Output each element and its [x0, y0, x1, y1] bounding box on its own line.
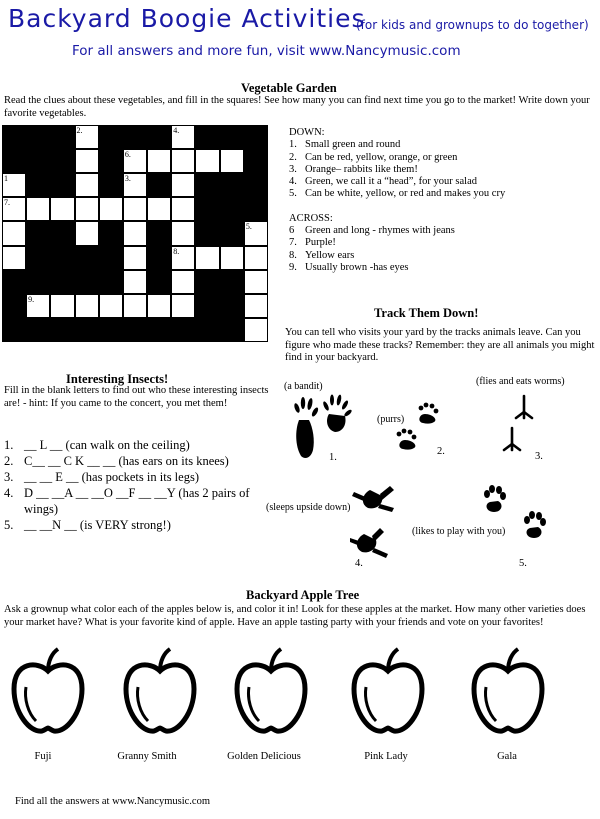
- clue-text: Small green and round: [305, 139, 401, 151]
- crossword-cell[interactable]: [220, 149, 244, 173]
- track-number: 1.: [329, 452, 337, 463]
- crossword-cell[interactable]: [171, 294, 195, 318]
- crossword-block: [2, 125, 26, 149]
- crossword-block: [50, 125, 74, 149]
- crossword-block: [220, 270, 244, 294]
- apple-icon: [233, 643, 309, 738]
- apples-heading: Backyard Apple Tree: [246, 588, 360, 602]
- tracks-intro: You can tell who visits your yard by the tracks animals leave. Can you figure who made these tracks? Remember: they are all animals you might find in your backyard.: [285, 327, 595, 363]
- crossword-block: [99, 125, 123, 149]
- clue-number: 1: [4, 174, 8, 184]
- crossword-cell[interactable]: [50, 197, 74, 221]
- track-hint: (flies and eats worms): [476, 376, 565, 387]
- crossword-block: [244, 173, 268, 197]
- apples-intro: Ask a grownup what color each of the apples below is, and color it in! Look for these apples at the market. How many other varieties does your market have? What is your favorite kind of apple. Have an apple tasting party with your friends and vote on your favorites!: [4, 604, 586, 628]
- clue-num: 3.: [289, 163, 297, 175]
- crossword-cell[interactable]: [2, 221, 26, 245]
- crossword-block: [123, 318, 147, 342]
- crossword-block: [26, 221, 50, 245]
- crossword-block: [2, 270, 26, 294]
- insect-item: [4, 517, 259, 533]
- crossword-block: [99, 149, 123, 173]
- insect-num: 4.: [4, 486, 14, 500]
- insect-num: 5.: [4, 518, 14, 532]
- clue-number: 5.: [245, 222, 252, 232]
- crossword-block: [147, 173, 171, 197]
- crossword-block: [2, 318, 26, 342]
- clue-num: 4.: [289, 176, 297, 188]
- crossword-block: [195, 221, 219, 245]
- crossword-block: [220, 221, 244, 245]
- crossword-block: [147, 246, 171, 270]
- track-hint: (sleeps upside down): [266, 502, 351, 513]
- crossword-cell[interactable]: [171, 149, 195, 173]
- track-number: 3.: [535, 451, 543, 462]
- apple-label: Granny Smith: [117, 751, 177, 762]
- crossword-cell[interactable]: [171, 221, 195, 245]
- apple-label: Golden Delicious: [227, 751, 301, 762]
- down-clue: [289, 176, 505, 188]
- crossword-block: [99, 173, 123, 197]
- insect-clue: __ __ E __ (has pockets in its legs): [24, 470, 199, 484]
- crossword-cell[interactable]: [26, 294, 50, 318]
- crossword-block: [220, 125, 244, 149]
- tracks-heading: Track Them Down!: [374, 306, 479, 320]
- crossword-block: [99, 221, 123, 245]
- down-heading: DOWN:: [289, 127, 325, 138]
- crossword-block: [147, 318, 171, 342]
- bird-track-icon: [496, 388, 536, 452]
- crossword-cell[interactable]: [147, 197, 171, 221]
- garden-intro: Read the clues about these vegetables, and fill in the squares! See how many you can find next time you go to the market! Write down your favorite vegetables.: [4, 95, 590, 119]
- crossword-cell[interactable]: [244, 221, 268, 245]
- crossword-cell[interactable]: [244, 294, 268, 318]
- crossword-block: [50, 149, 74, 173]
- crossword-block: [147, 221, 171, 245]
- crossword-block: [195, 270, 219, 294]
- apple-label: Gala: [497, 751, 517, 762]
- crossword-block: [75, 270, 99, 294]
- clue-num: 2.: [289, 151, 297, 163]
- crossword-block: [244, 149, 268, 173]
- garden-heading: Vegetable Garden: [241, 81, 337, 95]
- track-hint: (a bandit): [284, 381, 323, 392]
- insect-item: [4, 437, 259, 453]
- down-clue: [289, 139, 505, 151]
- down-clue: [289, 188, 505, 200]
- crossword-cell[interactable]: [244, 318, 268, 342]
- insect-item: [4, 453, 259, 469]
- across-heading: ACROSS:: [289, 212, 333, 224]
- apple-icon: [350, 643, 426, 738]
- crossword-cell[interactable]: [2, 173, 26, 197]
- clue-number: 2.: [76, 126, 83, 135]
- clue-text: Purple!: [305, 237, 336, 249]
- crossword-block: [99, 246, 123, 270]
- crossword-block: [220, 318, 244, 342]
- clue-text: Green, we call it a “head”, for your salad: [305, 176, 477, 188]
- title-note: (for kids and grownups to do together): [356, 18, 589, 32]
- crossword-cell[interactable]: [171, 246, 195, 270]
- clue-text: Yellow ears: [305, 249, 355, 261]
- crossword-cell[interactable]: [75, 197, 99, 221]
- crossword-cell[interactable]: [123, 294, 147, 318]
- crossword-cell[interactable]: [75, 149, 99, 173]
- crossword-block: [195, 173, 219, 197]
- crossword-cell[interactable]: [50, 294, 74, 318]
- insect-num: 2.: [4, 454, 14, 468]
- crossword-cell[interactable]: [99, 294, 123, 318]
- insects-intro: Fill in the blank letters to find out who these interesting insects are! - hint: If you came to the concert, you met them!: [4, 385, 269, 409]
- crossword-block: [75, 246, 99, 270]
- crossword-cell[interactable]: [123, 173, 147, 197]
- crossword-cell[interactable]: [147, 149, 171, 173]
- clue-num: 8.: [289, 249, 297, 261]
- crossword-block: [26, 246, 50, 270]
- crossword-block: [195, 125, 219, 149]
- track-hint: (purrs): [377, 414, 405, 425]
- page-title: Backyard Boogie Activities: [8, 4, 366, 33]
- crossword-clues: [289, 127, 505, 274]
- clue-text: Green and long - rhymes with jeans: [305, 225, 455, 237]
- crossword-block: [220, 173, 244, 197]
- apple-label: Pink Lady: [364, 751, 408, 762]
- crossword-cell[interactable]: [171, 173, 195, 197]
- crossword-cell[interactable]: [171, 270, 195, 294]
- insect-item: [4, 469, 259, 485]
- crossword-cell[interactable]: [195, 246, 219, 270]
- insect-clue: C__ __ C K __ __ (has ears on its knees): [24, 454, 229, 468]
- crossword-cell[interactable]: [75, 221, 99, 245]
- crossword-block: [244, 125, 268, 149]
- across-clue: [289, 250, 505, 262]
- crossword-block: [147, 125, 171, 149]
- insect-item: [4, 485, 259, 517]
- crossword-block: [75, 318, 99, 342]
- subtitle: For all answers and more fun, visit www.Nancymusic.com: [72, 43, 461, 59]
- track-number: 4.: [355, 558, 363, 569]
- clue-number: 8.: [173, 246, 180, 256]
- crossword-cell[interactable]: [171, 197, 195, 221]
- crossword-block: [147, 270, 171, 294]
- crossword-block: [99, 270, 123, 294]
- crossword-block: [220, 197, 244, 221]
- clue-num: 6: [289, 225, 295, 237]
- across-clue: [289, 225, 505, 237]
- apple-icon: [470, 643, 546, 738]
- crossword-block: [26, 149, 50, 173]
- crossword-cell[interactable]: [26, 197, 50, 221]
- crossword-block: [26, 318, 50, 342]
- crossword-cell[interactable]: [123, 246, 147, 270]
- crossword-cell[interactable]: [195, 149, 219, 173]
- insect-clue: __ __N __ (is VERY strong!): [24, 518, 171, 532]
- clue-text: Usually brown -has eyes: [305, 261, 409, 273]
- insect-num: 3.: [4, 470, 14, 484]
- crossword-block: [195, 294, 219, 318]
- clue-number: 3.: [124, 174, 131, 184]
- clue-number: 6.: [124, 150, 131, 160]
- across-clue: [289, 237, 505, 249]
- crossword-grid: [2, 125, 268, 342]
- crossword-block: [195, 318, 219, 342]
- crossword-cell[interactable]: [171, 125, 195, 149]
- clue-number: 9.: [28, 294, 35, 304]
- crossword-block: [26, 270, 50, 294]
- crossword-cell[interactable]: [220, 246, 244, 270]
- apple-icon: [10, 643, 86, 738]
- crossword-cell[interactable]: [244, 246, 268, 270]
- crossword-cell[interactable]: [123, 221, 147, 245]
- crossword-block: [195, 197, 219, 221]
- bat-track-icon: [350, 484, 400, 562]
- crossword-block: [123, 125, 147, 149]
- insect-num: 1.: [4, 438, 14, 452]
- track-number: 5.: [519, 558, 527, 569]
- crossword-block: [50, 246, 74, 270]
- insect-clue: __ L __ (can walk on the ceiling): [24, 438, 190, 452]
- crossword-cell[interactable]: [75, 125, 99, 149]
- clue-num: 5.: [289, 188, 297, 200]
- crossword-cell[interactable]: [123, 270, 147, 294]
- clue-text: Can be red, yellow, orange, or green: [305, 151, 458, 163]
- crossword-cell[interactable]: [147, 294, 171, 318]
- crossword-block: [50, 318, 74, 342]
- insects-heading: Interesting Insects!: [66, 372, 169, 386]
- insect-clue: D __ __A __ __O __F __ __Y (has 2 pairs of wings): [24, 486, 250, 516]
- crossword-cell[interactable]: [123, 149, 147, 173]
- clue-text: Orange– rabbits like them!: [305, 163, 418, 175]
- crossword-block: [50, 221, 74, 245]
- down-clue: [289, 152, 505, 164]
- crossword-block: [2, 149, 26, 173]
- apple-label: Fuji: [34, 751, 52, 762]
- footer-text: Find all the answers at www.Nancymusic.com: [15, 796, 210, 807]
- clue-num: 1.: [289, 139, 297, 151]
- crossword-block: [99, 318, 123, 342]
- crossword-cell[interactable]: [75, 173, 99, 197]
- crossword-cell[interactable]: [244, 270, 268, 294]
- crossword-cell[interactable]: [75, 294, 99, 318]
- clue-text: Can be white, yellow, or red and makes you cry: [305, 188, 506, 200]
- clue-num: 7.: [289, 237, 297, 249]
- cat-paw-icon: [393, 402, 443, 454]
- raccoon-track-icon: [289, 394, 359, 464]
- apple-icon: [122, 643, 198, 738]
- crossword-block: [26, 173, 50, 197]
- clue-number: 4.: [173, 126, 180, 135]
- crossword-cell[interactable]: [123, 197, 147, 221]
- crossword-block: [2, 294, 26, 318]
- track-hint: (likes to play with you): [412, 526, 506, 537]
- crossword-block: [244, 197, 268, 221]
- crossword-block: [220, 294, 244, 318]
- crossword-cell[interactable]: [2, 246, 26, 270]
- dog-paw-icon: [482, 482, 554, 546]
- crossword-block: [171, 318, 195, 342]
- crossword-block: [50, 270, 74, 294]
- crossword-cell[interactable]: [2, 197, 26, 221]
- clue-number: 7.: [4, 198, 10, 208]
- crossword-cell[interactable]: [99, 197, 123, 221]
- insects-list: [4, 437, 259, 533]
- down-clue: [289, 164, 505, 176]
- across-clue: [289, 262, 505, 274]
- clue-num: 9.: [289, 261, 297, 273]
- track-number: 2.: [437, 446, 445, 457]
- crossword-block: [26, 125, 50, 149]
- crossword-block: [50, 173, 74, 197]
